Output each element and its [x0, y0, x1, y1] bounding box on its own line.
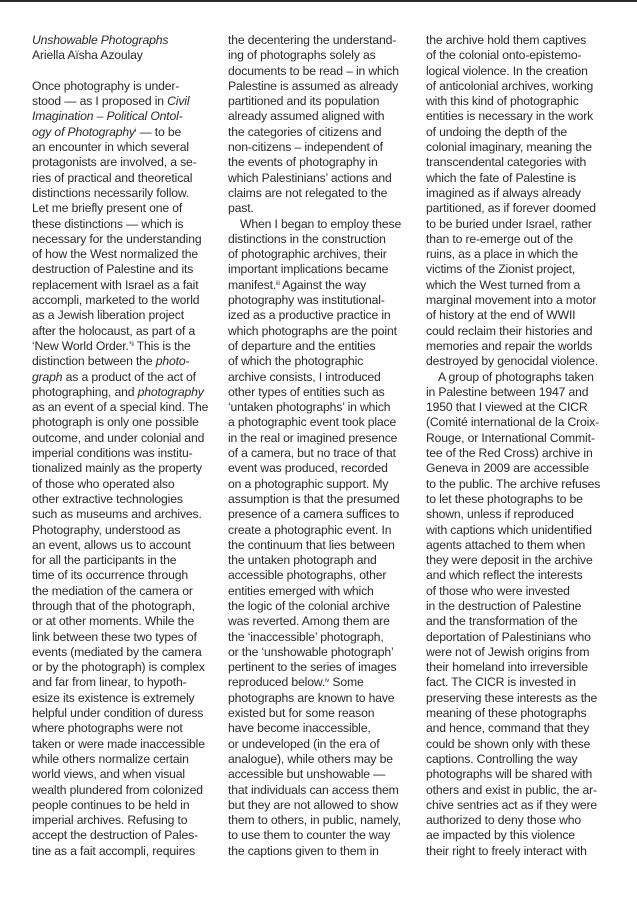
text-line: or by the photograph) is complex — [32, 660, 205, 675]
text-line: world views, and when visual — [32, 767, 185, 782]
text-line: replacement with Israel as a fait — [32, 277, 199, 292]
text-line: have become inaccessible, — [228, 721, 371, 736]
text-line: as an event of a special kind. The — [32, 400, 209, 415]
text-line: protagonists are involved, a se- — [32, 155, 197, 170]
footnote-marker[interactable]: iv — [325, 678, 330, 685]
text-line: and hence, command that they — [426, 721, 590, 736]
text-line: archive consists, I introduced — [228, 369, 381, 384]
text-line: the archive hold them captives — [426, 33, 587, 47]
text-line: helpful under condition of duress — [32, 706, 204, 721]
text-line: with this kind of photographic — [426, 94, 579, 109]
text-line: of those who operated also — [32, 476, 175, 491]
text-line: chive sentries act as if they were — [426, 797, 598, 812]
text-line: destroyed by genocidal violence. — [426, 354, 599, 369]
text-line: Geneva in 2009 are accessible — [426, 461, 589, 476]
text-line: their right to freely interact with — [426, 843, 587, 858]
text-line: A group of photographs taken — [438, 369, 594, 384]
text-line: partitioned, as if forever doomed — [426, 201, 596, 216]
text-line: non-citizens – independent of — [228, 140, 383, 155]
column-body — [228, 33, 428, 859]
text-line: documents to be read – in which — [228, 63, 399, 78]
text-line: the continuum that lies between — [228, 537, 395, 552]
text-line: to be buried under Israel, rather — [426, 216, 592, 231]
text-line: accessible but unshowable — — [228, 767, 386, 782]
text-line: of the colonial onto-epistemo- — [426, 48, 582, 63]
text-line: while others normalize certain — [32, 751, 189, 766]
text-line: photographs will be shared with — [426, 767, 593, 782]
text-line: logical violence. In the creation — [426, 63, 588, 78]
text-line: the mediation of the camera or — [32, 583, 193, 598]
article-title: Unshowable Photographs — [32, 33, 169, 47]
text-line: through that of the photograph, — [32, 598, 195, 613]
text-line: on a photographic support. My — [228, 476, 389, 491]
text-line: could reclaim their histories and — [426, 323, 593, 338]
text-line: these distinctions — which is — [32, 216, 184, 231]
text-line: imagined as if always already — [426, 185, 581, 200]
text-line: other extractive technologies — [32, 491, 183, 506]
text-line: or undeveloped (in the era of — [228, 736, 380, 751]
text-line: which the fate of Palestine is — [426, 170, 576, 185]
text-line: they were deposit in the archive — [426, 553, 593, 568]
text-line: Let me briefly present one of — [32, 201, 183, 216]
column-body — [32, 79, 232, 859]
text-line: of those who were invested — [426, 583, 570, 598]
text-line: memories and repair the worlds — [426, 338, 593, 353]
text-line: the categories of citizens and — [228, 124, 382, 139]
text-line: of which the photographic — [228, 354, 364, 369]
text-line: but they are not allowed to show — [228, 797, 398, 812]
text-line: create a photographic event. In — [228, 522, 392, 537]
text-line: Rouge, or International Commit- — [426, 430, 595, 445]
text-line: after the holocaust, as part of a — [32, 323, 196, 338]
text-line: other types of entities such as — [228, 384, 385, 399]
text-line: the ‘inaccessible’ photograph, — [228, 629, 384, 644]
text-line: transcendental categories with — [426, 155, 587, 170]
text-line: were not of Jewish origins from — [426, 644, 590, 659]
text-line: entities emerged with which — [228, 583, 374, 598]
text-line: for all the participants in the — [32, 553, 177, 568]
text-line: distinctions necessarily follow. — [32, 185, 190, 200]
text-line: shown, unless if reproduced — [426, 507, 574, 522]
text-line: Palestine is assumed as already — [228, 78, 399, 93]
text-line: with captions which unidentified — [426, 522, 592, 537]
text-line: assumption is that the presumed — [228, 491, 400, 506]
text-line: of history at the end of WWII — [426, 308, 576, 323]
text-line: the untaken photograph and — [228, 553, 377, 568]
text-line: authorized to deny those who — [426, 813, 582, 828]
text-line: imperial archives. Refusing to — [32, 813, 188, 828]
text-line: of how the West normalized the — [32, 247, 198, 262]
text-line: which Palestinians’ actions and — [228, 170, 392, 185]
text-line: and the transformation of the — [426, 614, 578, 629]
text-line: them to others, in public, namely, — [228, 813, 401, 828]
text-line: Photography, understood as — [32, 522, 181, 537]
text-line: in the real or imagined presence — [228, 430, 398, 445]
text-line: than to re-emerge out of the — [426, 231, 573, 246]
text-line: photograph is only one possible — [32, 415, 199, 430]
text-line: of photographic archives, their — [228, 247, 387, 262]
footnote-marker[interactable]: ii — [131, 341, 134, 348]
text-line: and far from linear, to hypoth- — [32, 675, 187, 690]
text-line: a photographic event took place — [228, 415, 397, 430]
footnote-marker[interactable]: iii — [276, 280, 280, 287]
text-line: an event, allows us to account — [32, 537, 191, 552]
text-line: the captions given to them in — [228, 843, 379, 858]
text-line: the logic of the colonial archive — [228, 598, 390, 613]
text-line: accept the destruction of Pales- — [32, 828, 198, 843]
text-line: such as museums and archives. — [32, 507, 202, 522]
text-line: to the public. The archive refuses — [426, 476, 601, 491]
text-line: distinctions in the construction — [228, 231, 386, 246]
text-line: Imagination – Political Ontol- — [32, 109, 183, 124]
text-column-1 — [32, 33, 232, 859]
text-line: esize its existence is extremely — [32, 690, 195, 705]
text-column-3 — [426, 33, 626, 859]
text-line: events (mediated by the camera — [32, 644, 202, 659]
text-line: fact. The CICR is invested in — [426, 675, 576, 690]
text-line: presence of a camera suffices to — [228, 507, 400, 522]
text-line: of a camera, but no trace of that — [228, 446, 396, 461]
text-line: link between these two types of — [32, 629, 197, 644]
text-line: or the ‘unshowable photograph’ — [228, 644, 394, 659]
text-line: could be shown only with these — [426, 736, 591, 751]
text-line: others and exist in public, the ar- — [426, 782, 597, 797]
text-line: where photographs were not — [32, 721, 183, 736]
text-line: existed but for some reason — [228, 706, 375, 721]
text-line: tee of the Red Cross) archive in — [426, 446, 593, 461]
text-line: agents attached to them when — [426, 537, 586, 552]
text-line: pertinent to the series of images — [228, 660, 397, 675]
text-line: and which reflect the interests — [426, 568, 583, 583]
text-line: meaning of these photographs — [426, 706, 587, 721]
text-line: of departure and the entities — [228, 338, 376, 353]
text-line: necessary for the understanding — [32, 231, 202, 246]
text-line: time of its occurrence through — [32, 568, 189, 583]
text-line: distinction between the photo- — [32, 354, 190, 369]
text-line: preserving these interests as the — [426, 690, 598, 705]
text-line: colonial imaginary, meaning the — [426, 140, 592, 155]
text-line: stood — as I proposed in Civil — [32, 94, 190, 109]
text-line: (Comité international de la Croix- — [426, 415, 600, 430]
text-line: photography was institutional- — [228, 293, 385, 308]
text-line: to let these photographs to be — [426, 491, 583, 506]
text-line: reproduced below.$^{iv}$ Some — [228, 675, 364, 690]
text-line: of undoing the depth of the — [426, 124, 567, 139]
text-line: destruction of Palestine and its — [32, 262, 194, 277]
text-line: photographs are known to have — [228, 690, 395, 705]
text-line: photographing, and photography — [32, 384, 204, 399]
text-line: ing of photographs solely as — [228, 48, 376, 63]
text-line: an encounter in which several — [32, 140, 189, 155]
text-line: analogue), while others may be — [228, 751, 393, 766]
text-line: captions. Controlling the way — [426, 751, 578, 766]
spacer — [32, 64, 232, 79]
text-line: was reverted. Among them are — [228, 614, 390, 629]
text-line: tine as a fait accompli, requires — [32, 843, 196, 858]
text-line: 1950 that I viewed at the CICR — [426, 400, 588, 415]
text-line: victims of the Zionist project, — [426, 262, 576, 277]
text-line: imperial conditions was institu- — [32, 446, 193, 461]
text-line: past. — [228, 201, 254, 216]
text-line: already assumed aligned with — [228, 109, 385, 124]
text-line: or at other moments. While the — [32, 614, 195, 629]
text-line: ae impacted by this violence — [426, 828, 575, 843]
text-line: accompli, marketed to the world — [32, 293, 200, 308]
text-line: important implications became — [228, 262, 389, 277]
text-line: the events of photography in — [228, 155, 378, 170]
text-line: deportation of Palestinians who — [426, 629, 591, 644]
text-line: accessible photographs, other — [228, 568, 387, 583]
text-line: that individuals can access them — [228, 782, 399, 797]
text-line: partitioned and its population — [228, 94, 380, 109]
text-line: ries of practical and theoretical — [32, 170, 193, 185]
text-line: ‘New World Order.’$^{ii}$ This is the — [32, 338, 191, 353]
text-line: people continues to be held in — [32, 797, 190, 812]
text-line: Once photography is under- — [32, 78, 180, 93]
text-line: graph as a product of the act of — [32, 369, 196, 384]
text-line: in Palestine between 1947 and — [426, 384, 589, 399]
text-line: ized as a productive practice in — [228, 308, 391, 323]
text-line: in the destruction of Palestine — [426, 598, 582, 613]
text-line: the decentering the understand- — [228, 33, 397, 47]
text-line: their homeland into irreversible — [426, 660, 588, 675]
text-line: outcome, and under colonial and — [32, 430, 205, 445]
article-author: Ariella Aïsha Azoulay — [32, 48, 143, 63]
column-body — [426, 33, 626, 859]
text-line: event was produced, recorded — [228, 461, 388, 476]
text-line: ruins, as a place in which the — [426, 247, 578, 262]
footnote-marker[interactable]: i — [135, 127, 137, 134]
text-line: manifest.$^{iii}$ Against the way — [228, 277, 367, 292]
text-line: of anticolonial archives, working — [426, 78, 594, 93]
text-line: tionalized mainly as the property — [32, 461, 202, 476]
text-line: When I began to employ these — [240, 216, 402, 231]
text-line: which the West turned from a — [426, 277, 581, 292]
text-line: taken or were made inaccessible — [32, 736, 205, 751]
text-line: which photographs are the point — [228, 323, 397, 338]
text-line: claims are not relegated to the — [228, 185, 388, 200]
text-line: to use them to counter the way — [228, 828, 391, 843]
text-line: marginal movement into a motor — [426, 293, 597, 308]
text-line: ‘untaken photographs’ in which — [228, 400, 391, 415]
text-line: ogy of Photography$^i$ — to be — [32, 124, 182, 139]
text-line: as a Jewish liberation project — [32, 308, 184, 323]
text-line: wealth plundered from colonized — [32, 782, 203, 797]
text-line: entities is necessary in the work — [426, 109, 594, 124]
text-column-2 — [228, 33, 428, 859]
